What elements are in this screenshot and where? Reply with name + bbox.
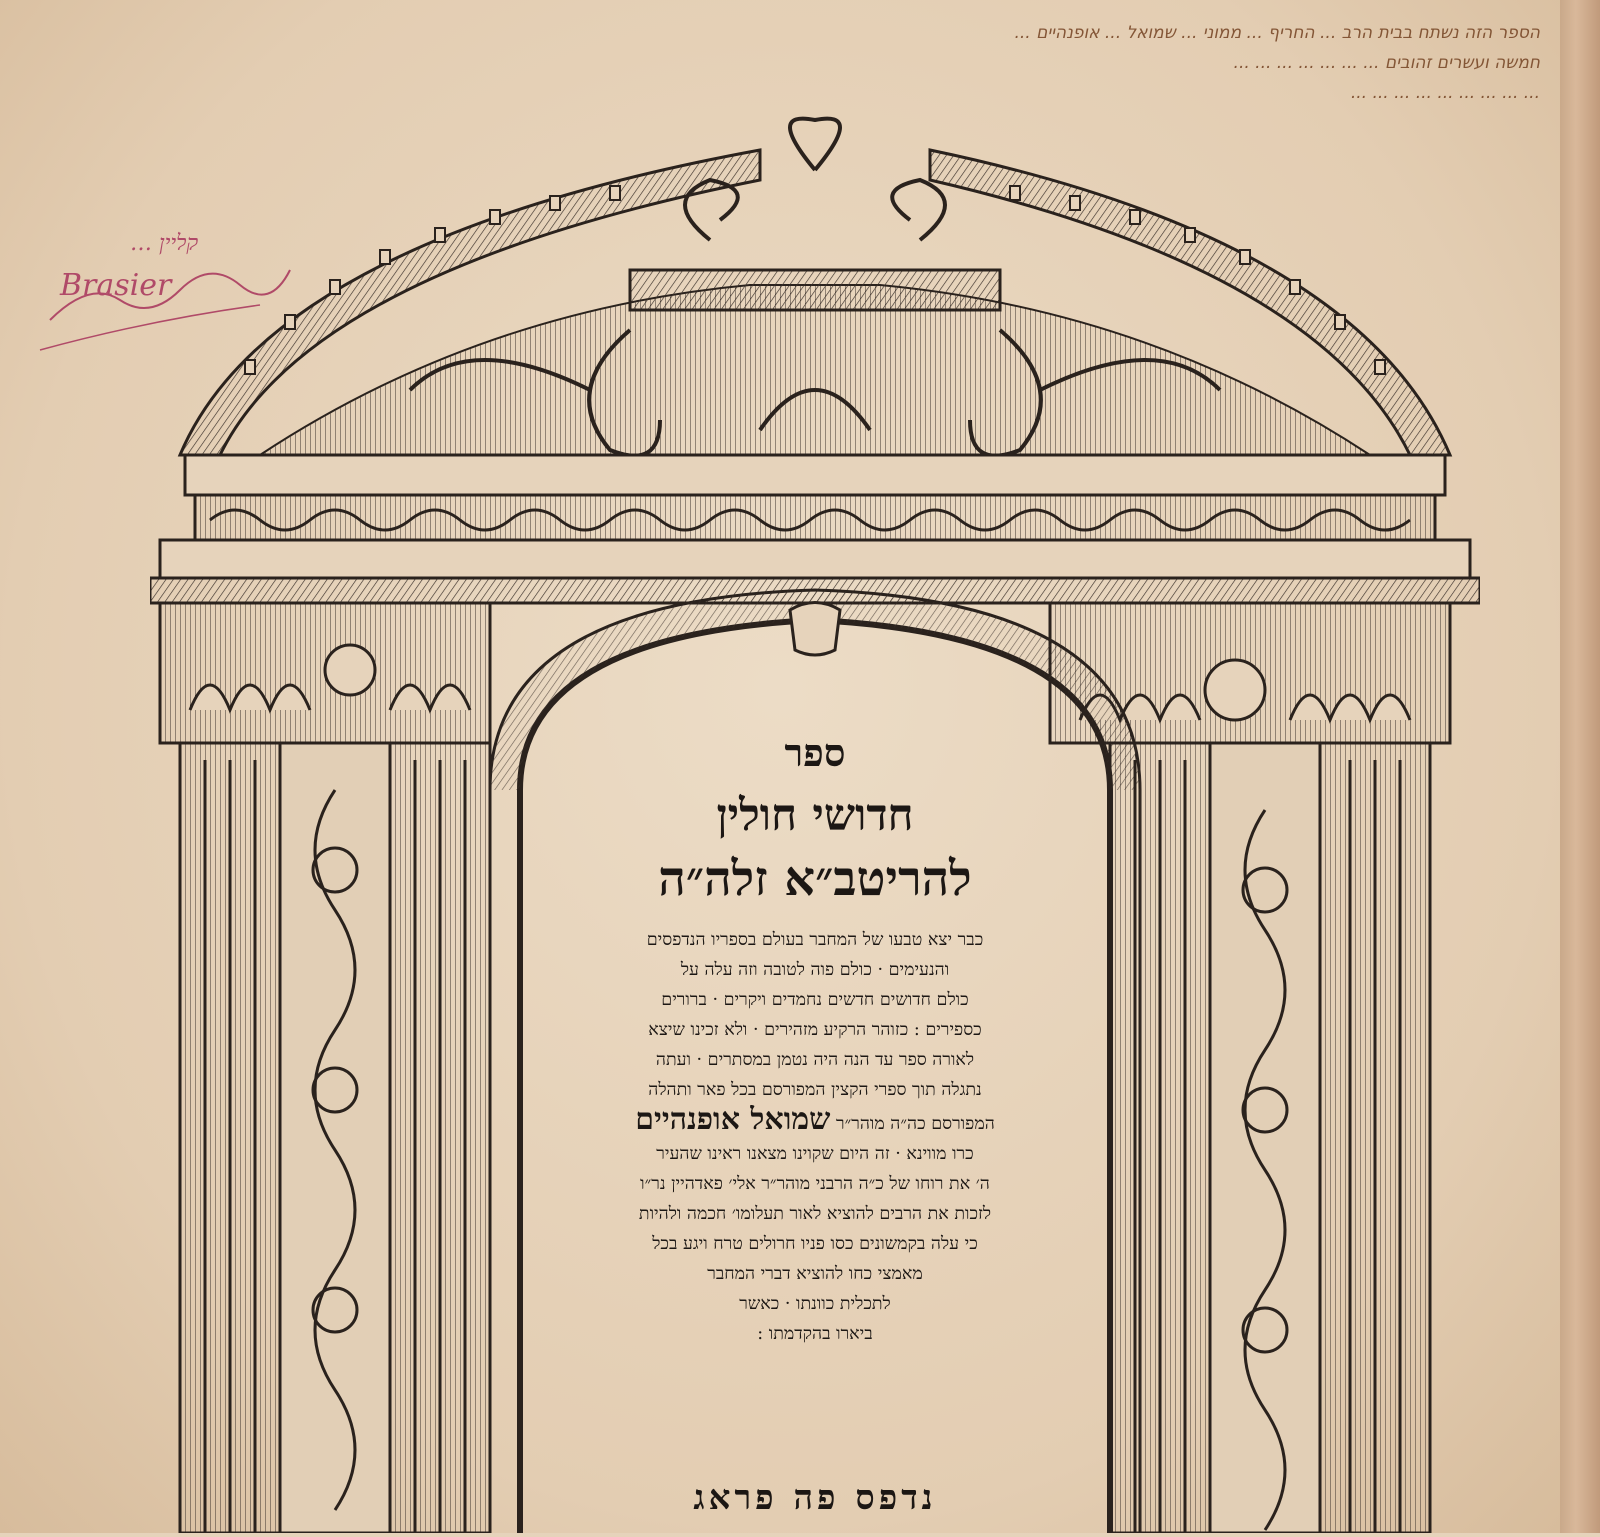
- title-description: [530, 925, 1100, 1349]
- description-line: נתגלה תוך ספרי הקצין המפורסם בכל פאר ותהלה: [648, 1080, 982, 1100]
- description-line: והנעימים · כולם פוה לטובה וזה עלה על: [680, 960, 950, 980]
- inscription-line: ... ... ... ... ... ... ... ... ...: [1350, 83, 1540, 103]
- book-spine-edge: [1560, 0, 1600, 1533]
- inscription-line: חמשה ועשרים זהובים ... ... ... ... ... ... ...: [1233, 53, 1540, 73]
- description-line: כרו מווינא · זה היום שקוינו מצאנו ראינו שהעיר: [656, 1144, 974, 1164]
- signature-line: … קליין: [130, 231, 199, 256]
- imprint: נדפס פה פראג: [693, 1478, 937, 1518]
- patron-prefix: המפורסם כה״ה מוהר״ר: [835, 1114, 995, 1134]
- description-line: ה׳ את רוחו של כ״ה הרבני מוהר״ר אלי׳ פאדהיין נר״ו: [640, 1174, 990, 1194]
- description-line: כספירים : כזוהר הרקיע מזהירים · ולא זכינו שיצא: [648, 1020, 982, 1040]
- book-title: חדושי חולין: [716, 790, 914, 841]
- handwritten-inscription: [20, 18, 1540, 108]
- description-line: כי עלה בקמשונים כסו פניו חרולים טרח ויגע בכל: [652, 1234, 978, 1254]
- description-line: לתכלית כוונתו · כאשר: [739, 1294, 891, 1314]
- patron-line: [530, 1105, 1100, 1139]
- signature-line: Brasier: [60, 268, 172, 303]
- book-heading: ספר: [784, 730, 846, 775]
- description-line: כבר יצא טבעו של המחבר בעולם בספריו הנדפסים: [646, 930, 984, 950]
- description-line: מאמצי כחו להוציא דברי המחבר: [707, 1264, 923, 1284]
- patron-name: שמואל אופנהיים: [635, 1105, 831, 1137]
- title-block: [530, 730, 1100, 1349]
- description-line: לזכות את הרבים להוציא לאור תעלומו׳ חכמה ולהיות: [638, 1204, 992, 1224]
- book-author: להריטב״א זלה״ה: [658, 851, 972, 907]
- description-line: לאורה ספר עד הנה היה נטמן במסתרים · ועתה: [655, 1050, 975, 1070]
- description-line: ביארו בהקדמתו :: [757, 1324, 873, 1344]
- description-line: כולם חדושים חדשים נחמדים ויקרים · ברורים: [661, 990, 969, 1010]
- inscription-line: הספר הזה נשתח בבית הרב ... החריף ... ממוני ... שמואל ... אופנהיים ...: [1014, 23, 1540, 43]
